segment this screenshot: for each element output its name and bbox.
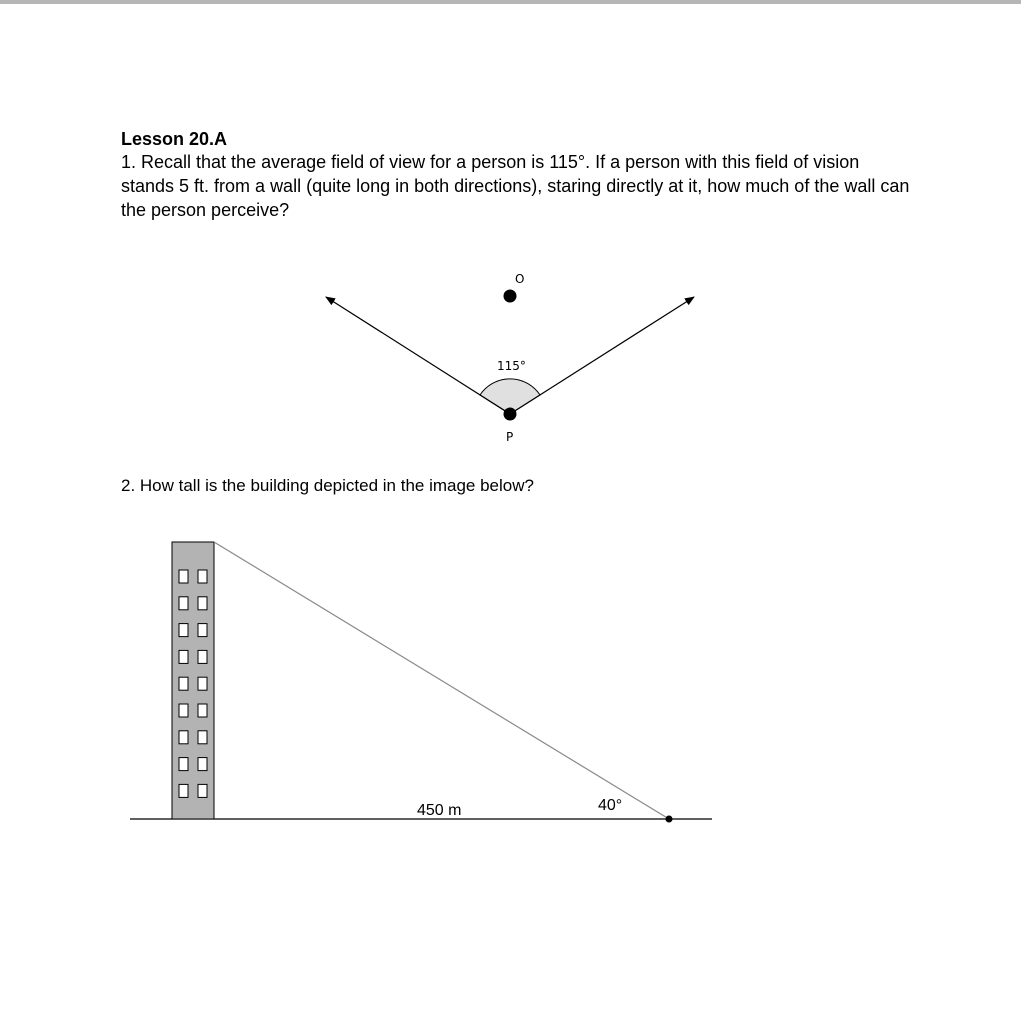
building-window [198, 650, 207, 663]
building-window [198, 784, 207, 797]
building-window [198, 597, 207, 610]
building-window [198, 758, 207, 771]
question-1-text: 1. Recall that the average field of view for a person is 115°. If a person with this field of vision stands 5 ft. from a wall (quite long in both directions), staring directly at it, how much of the wall can the person perceive? [121, 152, 910, 220]
building-window [198, 677, 207, 690]
building-window [198, 704, 207, 717]
building-window [179, 758, 188, 771]
building-window [179, 624, 188, 637]
point-o-label: O [515, 272, 525, 286]
building-window [179, 677, 188, 690]
building-window [179, 704, 188, 717]
point-p-label: P [506, 430, 514, 444]
building-window [179, 570, 188, 583]
line-of-sight [214, 542, 669, 819]
lesson-title: Lesson 20.A [121, 129, 228, 149]
building-window [179, 597, 188, 610]
building-window [198, 731, 207, 744]
elevation-angle-label: 40° [598, 797, 623, 814]
fov-angle-label: 115° [497, 359, 526, 373]
observation-point [666, 816, 673, 823]
building [172, 542, 214, 819]
building-window [179, 784, 188, 797]
building-window [198, 570, 207, 583]
question-2-text: 2. How tall is the building depicted in the image below? [121, 476, 534, 495]
distance-label: 450 m [417, 802, 462, 819]
building-window [179, 731, 188, 744]
building-window [179, 650, 188, 663]
building-window [198, 624, 207, 637]
